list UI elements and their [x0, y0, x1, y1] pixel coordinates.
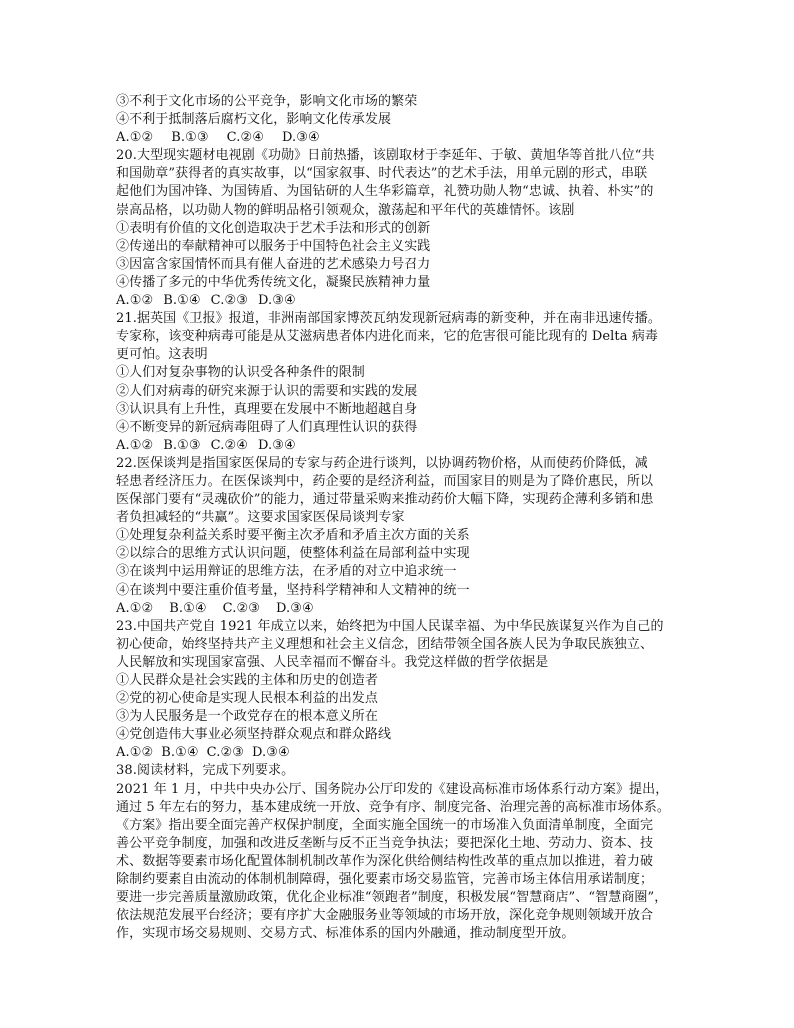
- answer-d: D.③④: [251, 745, 290, 761]
- answer-d: D.③④: [275, 600, 314, 616]
- option-line: ②党的初心使命是实现人民根本利益的出发点: [116, 691, 379, 707]
- answer-choices: [116, 744, 686, 762]
- material-line: 依法规范发展平台经济；要有序扩大金融服务业等领域的市场开放，深化竞争规则领域开放合: [116, 908, 654, 924]
- question-title: 38.阅读材料，完成下列要求。: [116, 763, 295, 779]
- option-line: ③不利于文化市场的公平竞争，影响文化市场的繁荣: [116, 94, 418, 109]
- question-stem-line: 起他们为国冲锋、为国铸盾、为国钻研的人生华彩篇章，礼赞功勋人物“忠诚、执着、朴实”的: [116, 184, 654, 200]
- question-stem-line: 轻患者经济压力。在医保谈判中，药企要的是经济利益，而国家目的则是为了降价惠民，所以: [116, 473, 654, 489]
- answer-choices: [116, 129, 686, 147]
- question-stem-line: 20.大型现实题材电视剧《功勋》日前热播，该剧取材于李延年、于敏、黄旭华等首批八位“共: [116, 148, 655, 164]
- option-line: ①人民群众是社会实践的主体和历史的创造者: [116, 673, 379, 688]
- question-stem-line: 22.医保谈判是指国家医保局的专家与药企进行谈判，以协调药物价格，从而使药价降低，减: [116, 455, 648, 471]
- option-line: ③为人民服务是一个政党存在的根本意义所在: [116, 709, 379, 725]
- question-stem-line: 医保部门要有“灵魂砍价”的能力，通过带量采购来推动药价大幅下降，实现药企薄利多销和患: [116, 492, 654, 508]
- option-line: ②人们对病毒的研究来源于认识的需要和实践的发展: [116, 383, 418, 399]
- answer-c: C.②④: [226, 130, 264, 146]
- question-stem-line: 更可怕。这表明: [116, 347, 208, 363]
- answer-a: A.①②: [116, 745, 154, 761]
- option-line: ④不断变异的新冠病毒阻碍了人们真理性认识的获得: [116, 419, 418, 435]
- material-line: 善公平竞争制度，加强和改进反垄断与反不正当竞争执法；要把深化土地、劳动力、资本、技: [116, 835, 654, 851]
- question-stem-line: 人民解放和实现国家富强、人民幸福而不懈奋斗。我党这样做的哲学依据是: [116, 654, 549, 670]
- answer-b: B.①④: [163, 293, 201, 309]
- material-line: 术、数据等要素市场化配置体制机制改革作为深化供给侧结构性改革的重点加以推进，着力破: [116, 853, 654, 869]
- answer-c: C.②③: [206, 745, 244, 761]
- answer-a: A.①②: [116, 293, 154, 309]
- option-line: ④在谈判中要注重价值考量，坚持科学精神和人文精神的统一: [116, 582, 470, 598]
- question-stem-line: 初心使命，始终坚持共产主义理想和社会主义信念，团结带领全国各族人民为争取民族独立、: [116, 636, 654, 652]
- option-line: ①表明有价值的文化创造取决于艺术手法和形式的创新: [116, 220, 431, 236]
- answer-b: B.①③: [171, 130, 209, 146]
- exam-page: [116, 93, 686, 943]
- option-line: ①人们对复杂事物的认识受各种条件的限制: [116, 365, 365, 381]
- material-line: 2021 年 1 月，中共中央办公厅、国务院办公厅印发的《建设高标准市场体系行动方案》提出，: [116, 781, 669, 797]
- material-line: 《方案》指出要全面完善产权保护制度，全面实施全国统一的市场准入负面清单制度，全面完: [116, 817, 654, 833]
- option-line: ③因富含家国情怀而具有催人奋进的艺术感染力号召力: [116, 256, 431, 272]
- answer-a: A.①②: [116, 600, 154, 616]
- question-stem-line: 23.中国共产党自 1921 年成立以来，始终把为中国人民谋幸福、为中华民族谋复兴作为自己的: [116, 618, 664, 634]
- material-line: 除制约要素自由流动的体制机制障碍，强化要素市场交易监管，完善市场主体信用承诺制度；: [116, 872, 654, 888]
- option-line: ④传播了多元的中华优秀传统文化，凝聚民族精神力量: [116, 274, 431, 290]
- answer-a: A.①②: [116, 130, 154, 146]
- option-line: ③认识具有上升性，真理要在发展中不断地超越自身: [116, 401, 418, 417]
- option-line: ①处理复杂利益关系时要平衡主次矛盾和矛盾主次方面的关系: [116, 528, 470, 544]
- question-stem-line: 崇高品格，以功勋人物的鲜明品格引领观众，激荡起和平年代的英雄情怀。该剧: [116, 202, 575, 218]
- answer-d: D.③④: [257, 293, 296, 309]
- question-stem-line: 专家称，该变种病毒可能是从艾滋病患者体内进化而来，它的危害很可能比现有的 Delta 病毒: [116, 329, 659, 345]
- question-stem-line: 和国勋章”获得者的真实故事，以“国家叙事、时代表达”的艺术手法，用单元剧的形式，串联: [116, 166, 648, 182]
- answer-a: A.①②: [116, 437, 154, 453]
- option-line: ④不利于抵制落后腐朽文化，影响文化传承发展: [116, 112, 392, 128]
- answer-b: B.①④: [161, 745, 199, 761]
- option-line: ④党创造伟大事业必须坚持群众观点和群众路线: [116, 727, 392, 743]
- answer-d: D.③④: [257, 437, 296, 453]
- question-stem-line: 21.据英国《卫报》报道，非洲南部国家博茨瓦纳发现新冠病毒的新变种，并在南非迅速传播。: [116, 311, 661, 327]
- answer-choices: [116, 292, 686, 310]
- material-line: 要进一步完善质量激励政策，优化企业标准“领跑者”制度，积极发展“智慧商店”、“智慧商圈”，: [116, 890, 668, 906]
- answer-b: B.①④: [169, 600, 207, 616]
- material-line: 通过 5 年左右的努力，基本建成统一开放、竞争有序、制度完备、治理完善的高标准市场体系。: [116, 799, 670, 815]
- answer-choices: [116, 600, 686, 618]
- answer-choices: [116, 437, 686, 455]
- material-line: 作，实现市场交易规则、交易方式、标准体系的国内外融通，推动制度型开放。: [116, 926, 575, 942]
- answer-c: C.②③: [222, 600, 260, 616]
- option-line: ③在谈判中运用辩证的思维方法，在矛盾的对立中追求统一: [116, 564, 457, 580]
- answer-c: C.②③: [210, 293, 248, 309]
- answer-b: B.①③: [163, 437, 201, 453]
- answer-d: D.③④: [281, 130, 320, 146]
- answer-c: C.②④: [210, 437, 248, 453]
- option-line: ②以综合的思维方式认识问题，使整体利益在局部利益中实现: [116, 546, 470, 562]
- question-stem-line: 者负担减轻的“共赢”。这要求国家医保局谈判专家: [116, 510, 405, 526]
- option-line: ②传递出的奉献精神可以服务于中国特色社会主义实践: [116, 238, 431, 254]
